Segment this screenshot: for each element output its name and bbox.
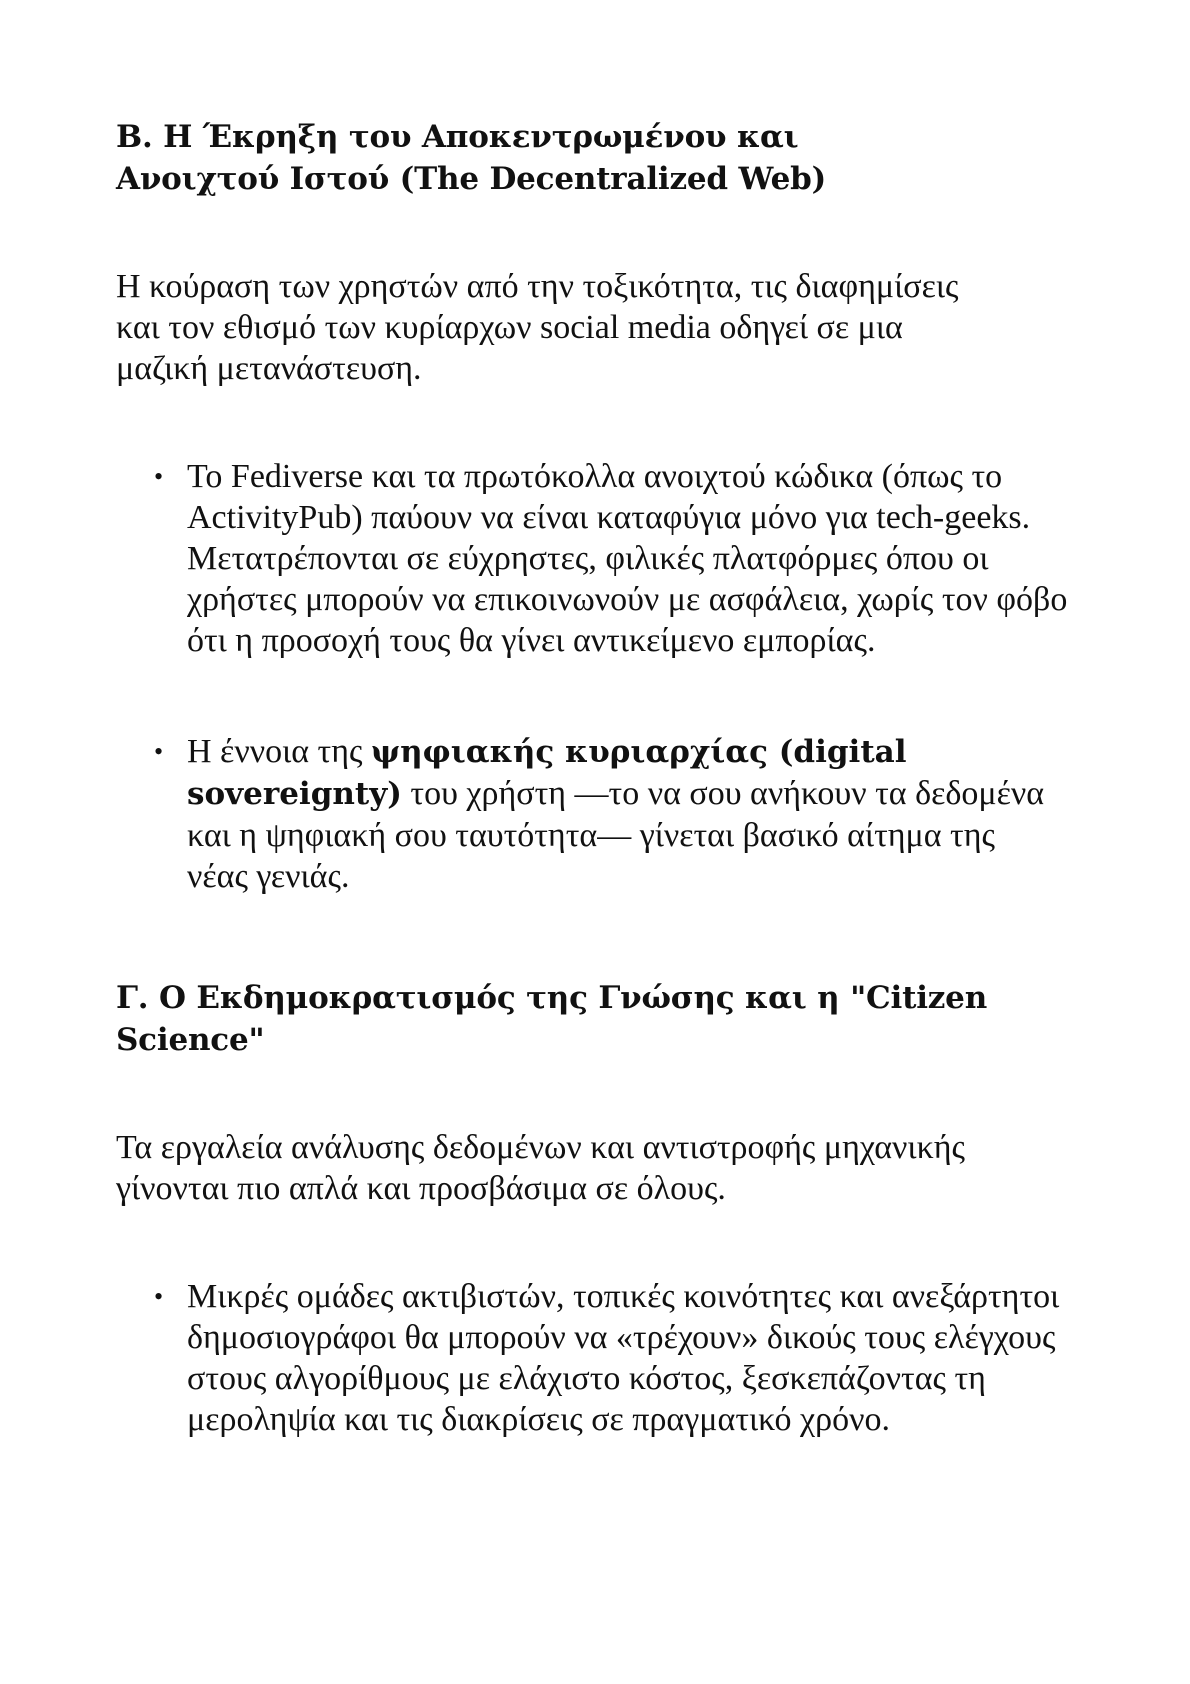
document-page bbox=[116, 116, 1076, 1440]
section-b-bullet-list bbox=[116, 456, 1076, 897]
section-c-intro: Τα εργαλεία ανάλυσης δεδομένων και αντιστροφής μηχανικής γίνονται πιο απλά και προσβάσιμα σε όλους. bbox=[116, 1129, 965, 1207]
bullet-icon: • bbox=[154, 1282, 164, 1311]
list-item-text: Το Fediverse και τα πρωτόκολλα ανοιχτού κώδικα (όπως το ActivityPub) παύουν να είναι καταφύγια μόνο για tech-geeks. Μετατρέπονται σε εύχρηστες, φιλικές πλατφόρμες όπου οι χρήστες μπορούν να επικοινωνούν με ασφάλεια, χωρίς τον φόβο ότι η προσοχή τους θα γίνει αντικείμενο εμπορίας. bbox=[187, 458, 1068, 659]
list-item bbox=[116, 731, 1047, 897]
bullet-icon: • bbox=[154, 462, 164, 491]
bullet-icon: • bbox=[154, 737, 164, 766]
section-c-heading: Γ. Ο Εκδημοκρατισμός της Γνώσης και η "Citizen Science" bbox=[116, 980, 988, 1058]
list-item-emphasis: ψηφιακής κυριαρχίας (digital sovereignty) bbox=[187, 734, 907, 812]
list-item bbox=[116, 1276, 1102, 1440]
section-b-heading: B. Η Έκρηξη του Αποκεντρωμένου και Ανοιχτού Ιστού (The Decentralized Web) bbox=[116, 119, 827, 197]
list-item-text-prefix: Η έννοια της bbox=[187, 733, 371, 770]
section-c-bullet-list bbox=[116, 1276, 1076, 1440]
list-item-text-suffix: του χρήστη —το να σου ανήκουν τα δεδομένα και η ψηφιακή σου ταυτότητα— γίνεται βασικό αίτημα της νέας γενιάς. bbox=[187, 775, 1045, 895]
section-b-intro: Η κούραση των χρηστών από την τοξικότητα, τις διαφημίσεις και τον εθισμό των κυρίαρχων social media οδηγεί σε μια μαζική μετανάστευση. bbox=[116, 268, 959, 387]
list-item-text: Μικρές ομάδες ακτιβιστών, τοπικές κοινότητες και ανεξάρτητοι δημοσιογράφοι θα μπορούν να «τρέχουν» δικούς τους ελέγχους στους αλγορίθμους με ελάχιστο κόστος, ξεσκεπάζοντας τη μεροληψία και τις διακρίσεις σε πραγματικό χρόνο. bbox=[187, 1278, 1060, 1438]
list-item bbox=[116, 456, 1092, 661]
